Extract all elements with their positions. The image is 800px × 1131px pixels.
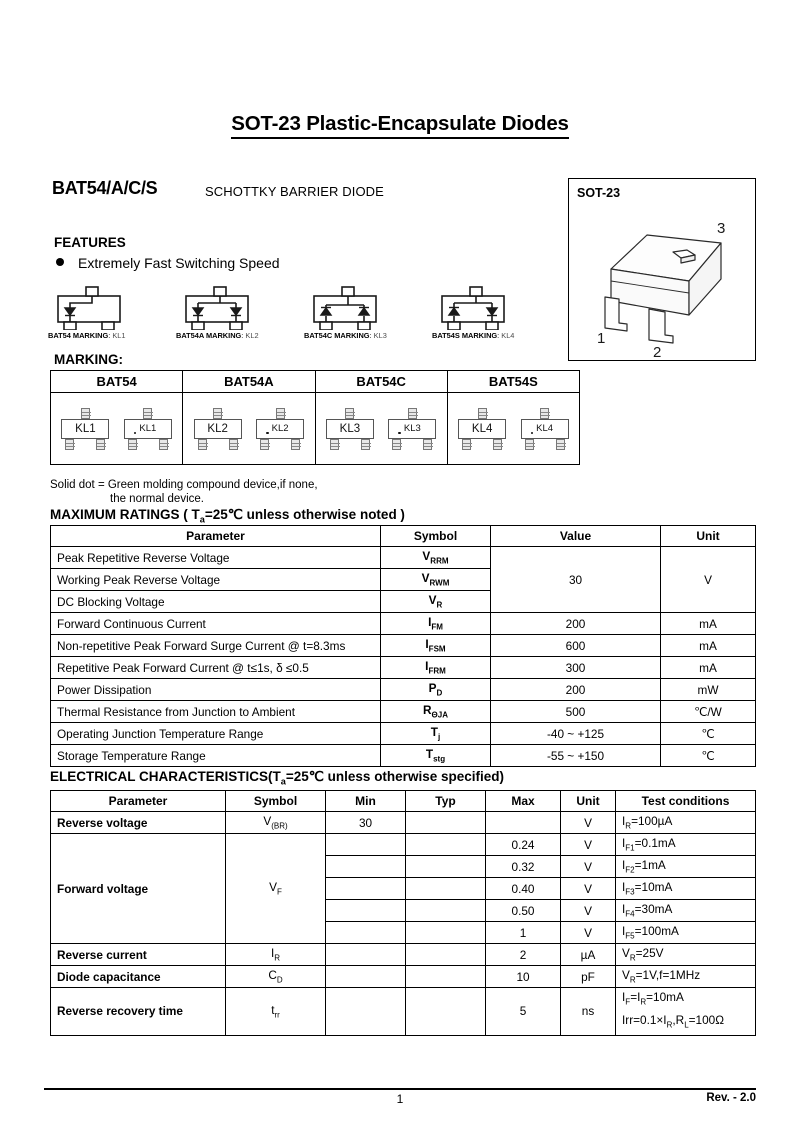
part-number: BAT54/A/C/S (52, 178, 158, 198)
cell-min (326, 922, 406, 944)
cell-parameter: Thermal Resistance from Junction to Ambient (51, 701, 381, 723)
pin-3-label: 3 (717, 220, 726, 237)
lead-3 (345, 408, 354, 419)
cell-symbol: $P_D$ (381, 679, 491, 701)
cell-parameter: Reverse current (51, 944, 226, 966)
cell-unit: V (561, 812, 616, 834)
marking-heading: MARKING: (54, 352, 123, 367)
lead-1 (198, 439, 207, 450)
lead-1 (260, 439, 269, 450)
part-description: SCHOTTKY BARRIER DIODE (205, 184, 384, 199)
cell-symbol: $V_{(BR)}$ (226, 812, 326, 834)
cell-typ (406, 944, 486, 966)
cell-max: 0.32 (486, 856, 561, 878)
table-row (51, 812, 756, 834)
col-typ: Typ (406, 791, 486, 812)
marking-note-line2: the normal device. (110, 492, 204, 505)
electrical-characteristics-table (50, 790, 756, 1036)
symbol-bat54c (304, 286, 424, 344)
cell-min: 30 (326, 812, 406, 834)
cell-min (326, 966, 406, 988)
cell-condition: $V_R=1V,f=1MHz$ (616, 966, 756, 988)
col-symbol: Symbol (381, 526, 491, 547)
cell-condition: $I_{F5}=100mA$ (616, 922, 756, 944)
cell-max: 1 (486, 922, 561, 944)
feature-item: Extremely Fast Switching Speed (78, 255, 280, 271)
electrical-characteristics-heading: ELECTRICAL $CHARACTERISTICS(T_a=25℃$ unless otherwise specified) (50, 769, 504, 787)
cell-symbol: $t_{rr}$ (226, 988, 326, 1036)
table-row (51, 966, 756, 988)
cell-symbol: $I_{FSM}$ (381, 635, 491, 657)
lead-1 (525, 439, 534, 450)
col-parameter: Parameter (51, 526, 381, 547)
page-number: 1 (396, 1092, 404, 1106)
table-row (51, 547, 756, 569)
marking-code-green: KL4 (521, 419, 569, 439)
cell-min (326, 900, 406, 922)
package-top-view-green (120, 406, 176, 452)
cell-unit: µA (561, 944, 616, 966)
table-row (51, 944, 756, 966)
cell-value: 200 (491, 679, 661, 701)
marking-body-row (51, 393, 580, 465)
package-top-view-plain (454, 406, 510, 452)
cell-symbol: $V_{RWM}$ (381, 569, 491, 591)
table-row (51, 635, 756, 657)
lead-2 (361, 439, 370, 450)
cell-condition: $I_F=I_R=10mA$ $Irr=0.1\times I_R,R_L=100\Omega$ (616, 988, 756, 1036)
cell-min (326, 856, 406, 878)
cell-parameter: Diode capacitance (51, 966, 226, 988)
marking-code-plain: KL1 (61, 419, 109, 439)
symbol-bat54a (176, 286, 296, 344)
features-heading: FEATURES (54, 235, 126, 250)
cell-parameter: Non-repetitive Peak Forward Surge Current @ t=8.3ms (51, 635, 381, 657)
package-top-view-plain (190, 406, 246, 452)
cell-symbol: $R_{\Theta JA}$ (381, 701, 491, 723)
cell-parameter: Operating Junction Temperature Range (51, 723, 381, 745)
marking-code-green: KL3 (388, 419, 436, 439)
marking-col-bat54: BAT54 (51, 371, 183, 393)
cell-max: 0.40 (486, 878, 561, 900)
cell-symbol: $V_{RRM}$ (381, 547, 491, 569)
cell-min (326, 944, 406, 966)
table-row (51, 679, 756, 701)
cell-typ (406, 900, 486, 922)
cell-min (326, 988, 406, 1036)
package-top-view-plain (322, 406, 378, 452)
table-header-row (51, 791, 756, 812)
col-test-conditions: Test conditions (616, 791, 756, 812)
lead-2 (96, 439, 105, 450)
cell-unit: mA (661, 635, 756, 657)
lead-2 (493, 439, 502, 450)
package-top-view-green (252, 406, 308, 452)
table-row (51, 834, 756, 856)
cell-condition: $I_{F4}=30mA$ (616, 900, 756, 922)
col-unit: Unit (561, 791, 616, 812)
cell-typ (406, 878, 486, 900)
lead-2 (159, 439, 168, 450)
cell-typ (406, 966, 486, 988)
cell-parameter: Repetitive Peak Forward Current @ t≤1s, δ ≤0.5 (51, 657, 381, 679)
table-row (51, 745, 756, 767)
marking-note (50, 479, 318, 506)
cell-parameter: Reverse recovery time (51, 988, 226, 1036)
table-row (51, 723, 756, 745)
cell-max: 5 (486, 988, 561, 1036)
col-unit: Unit (661, 526, 756, 547)
lead-1 (65, 439, 74, 450)
cell-parameter: Forward Continuous Current (51, 613, 381, 635)
cell-unit: V (561, 922, 616, 944)
cell-symbol: $I_{FRM}$ (381, 657, 491, 679)
cell-condition: $I_{F3}=10mA$ (616, 878, 756, 900)
maximum-ratings-heading: MAXIMUM RATINGS ( $T_a=25℃$ unless otherwise noted ) (50, 507, 405, 525)
cell-value: 200 (491, 613, 661, 635)
marking-cell-bat54c (315, 393, 447, 465)
cell-parameter: Forward voltage (51, 834, 226, 944)
cell-value: 300 (491, 657, 661, 679)
col-min: Min (326, 791, 406, 812)
table-row (51, 988, 756, 1036)
marking-code-plain: KL2 (194, 419, 242, 439)
lead-1 (128, 439, 137, 450)
cell-symbol: $I_{FM}$ (381, 613, 491, 635)
lead-2 (291, 439, 300, 450)
lead-1 (330, 439, 339, 450)
cell-symbol: $T_{stg}$ (381, 745, 491, 767)
cell-symbol: $V_F$ (226, 834, 326, 944)
cell-typ (406, 988, 486, 1036)
cell-value: 30 (491, 547, 661, 613)
cell-parameter: DC Blocking Voltage (51, 591, 381, 613)
lead-3 (81, 408, 90, 419)
cell-unit: ns (561, 988, 616, 1036)
cell-symbol: $T_j$ (381, 723, 491, 745)
cell-min (326, 834, 406, 856)
marking-cell-bat54s (447, 393, 579, 465)
cell-unit: ℃/W (661, 701, 756, 723)
marking-col-bat54s: BAT54S (447, 371, 579, 393)
col-symbol: Symbol (226, 791, 326, 812)
package-label: SOT-23 (577, 186, 621, 200)
cell-value: -40 ~ +125 (491, 723, 661, 745)
cell-unit: mW (661, 679, 756, 701)
bat54s-symbol-drawing (432, 286, 552, 330)
lead-3 (276, 408, 285, 419)
package-top-view-green (517, 406, 573, 452)
table-header-row (51, 526, 756, 547)
lead-1 (462, 439, 471, 450)
col-value: Value (491, 526, 661, 547)
footer-divider (44, 1088, 756, 1090)
cell-unit: mA (661, 613, 756, 635)
lead-3 (143, 408, 152, 419)
cell-symbol: $V_R$ (381, 591, 491, 613)
marking-code-green: KL1 (124, 419, 172, 439)
cell-parameter: Power Dissipation (51, 679, 381, 701)
symbol-caption-bat54c: BAT54C MARKING: KL3 (304, 331, 387, 340)
symbol-caption-bat54: BAT54 MARKING: KL1 (48, 331, 126, 340)
package-top-view-plain (57, 406, 113, 452)
marking-code-plain: KL3 (326, 419, 374, 439)
table-row (51, 613, 756, 635)
revision-label: Rev. - 2.0 (706, 1092, 756, 1104)
green-compound-dot-icon (266, 432, 269, 435)
cell-parameter: Storage Temperature Range (51, 745, 381, 767)
cell-unit: pF (561, 966, 616, 988)
cell-typ (406, 812, 486, 834)
marking-header-row (51, 371, 580, 393)
bullet-icon (56, 258, 64, 266)
cell-typ (406, 922, 486, 944)
lead-1 (392, 439, 401, 450)
maximum-ratings-table (50, 525, 756, 767)
cell-unit: V (661, 547, 756, 613)
cell-unit: V (561, 856, 616, 878)
lead-3 (540, 408, 549, 419)
package-illustration-box (568, 178, 756, 361)
symbol-caption-bat54s: BAT54S MARKING: KL4 (432, 331, 515, 340)
marking-table (50, 370, 580, 465)
bat54-symbol-drawing (48, 286, 168, 330)
lead-2 (556, 439, 565, 450)
marking-col-bat54a: BAT54A (183, 371, 315, 393)
pin-2-label: 2 (653, 344, 662, 361)
col-max: Max (486, 791, 561, 812)
cell-min (326, 878, 406, 900)
bat54c-symbol-drawing (304, 286, 424, 330)
symbol-bat54 (48, 286, 168, 344)
cell-typ (406, 856, 486, 878)
schematic-symbol-row (48, 286, 568, 344)
marking-note-line1: Solid dot = Green molding compound device,if none, (50, 479, 318, 491)
package-top-view-green (384, 406, 440, 452)
lead-2 (423, 439, 432, 450)
cell-max: 0.24 (486, 834, 561, 856)
lead-3 (408, 408, 417, 419)
symbol-bat54s (432, 286, 552, 344)
cell-unit: ℃ (661, 745, 756, 767)
cell-unit: V (561, 878, 616, 900)
cell-value: 600 (491, 635, 661, 657)
symbol-caption-bat54a: BAT54A MARKING: KL2 (176, 331, 259, 340)
marking-code-plain: KL4 (458, 419, 506, 439)
marking-cell-bat54a (183, 393, 315, 465)
table-row (51, 701, 756, 723)
cell-condition: $I_{F1}=0.1mA$ (616, 834, 756, 856)
page-title-text: SOT-23 Plastic-Encapsulate Diodes (231, 112, 568, 139)
cell-unit: V (561, 900, 616, 922)
cell-typ (406, 834, 486, 856)
pin-1-label: 1 (597, 330, 606, 347)
sot23-package-drawing (569, 197, 757, 361)
lead-3 (478, 408, 487, 419)
lead-3 (213, 408, 222, 419)
cell-unit: mA (661, 657, 756, 679)
cell-max: 0.50 (486, 900, 561, 922)
cell-parameter: Peak Repetitive Reverse Voltage (51, 547, 381, 569)
green-compound-dot-icon (398, 432, 401, 435)
cell-value: 500 (491, 701, 661, 723)
col-parameter: Parameter (51, 791, 226, 812)
cell-condition: $I_R=100\mu A$ (616, 812, 756, 834)
table-row (51, 657, 756, 679)
marking-code-green: KL2 (256, 419, 304, 439)
cell-max: 10 (486, 966, 561, 988)
bat54a-symbol-drawing (176, 286, 296, 330)
cell-max (486, 812, 561, 834)
cell-value: -55 ~ +150 (491, 745, 661, 767)
cell-symbol: $C_D$ (226, 966, 326, 988)
cell-symbol: $I_R$ (226, 944, 326, 966)
cell-max: 2 (486, 944, 561, 966)
cell-condition: $I_{F2}=1mA$ (616, 856, 756, 878)
lead-2 (229, 439, 238, 450)
marking-cell-bat54 (51, 393, 183, 465)
cell-parameter: Reverse voltage (51, 812, 226, 834)
page-title (0, 112, 800, 136)
cell-unit: ℃ (661, 723, 756, 745)
cell-unit: V (561, 834, 616, 856)
cell-parameter: Working Peak Reverse Voltage (51, 569, 381, 591)
marking-col-bat54c: BAT54C (315, 371, 447, 393)
cell-condition: $V_R=25V$ (616, 944, 756, 966)
